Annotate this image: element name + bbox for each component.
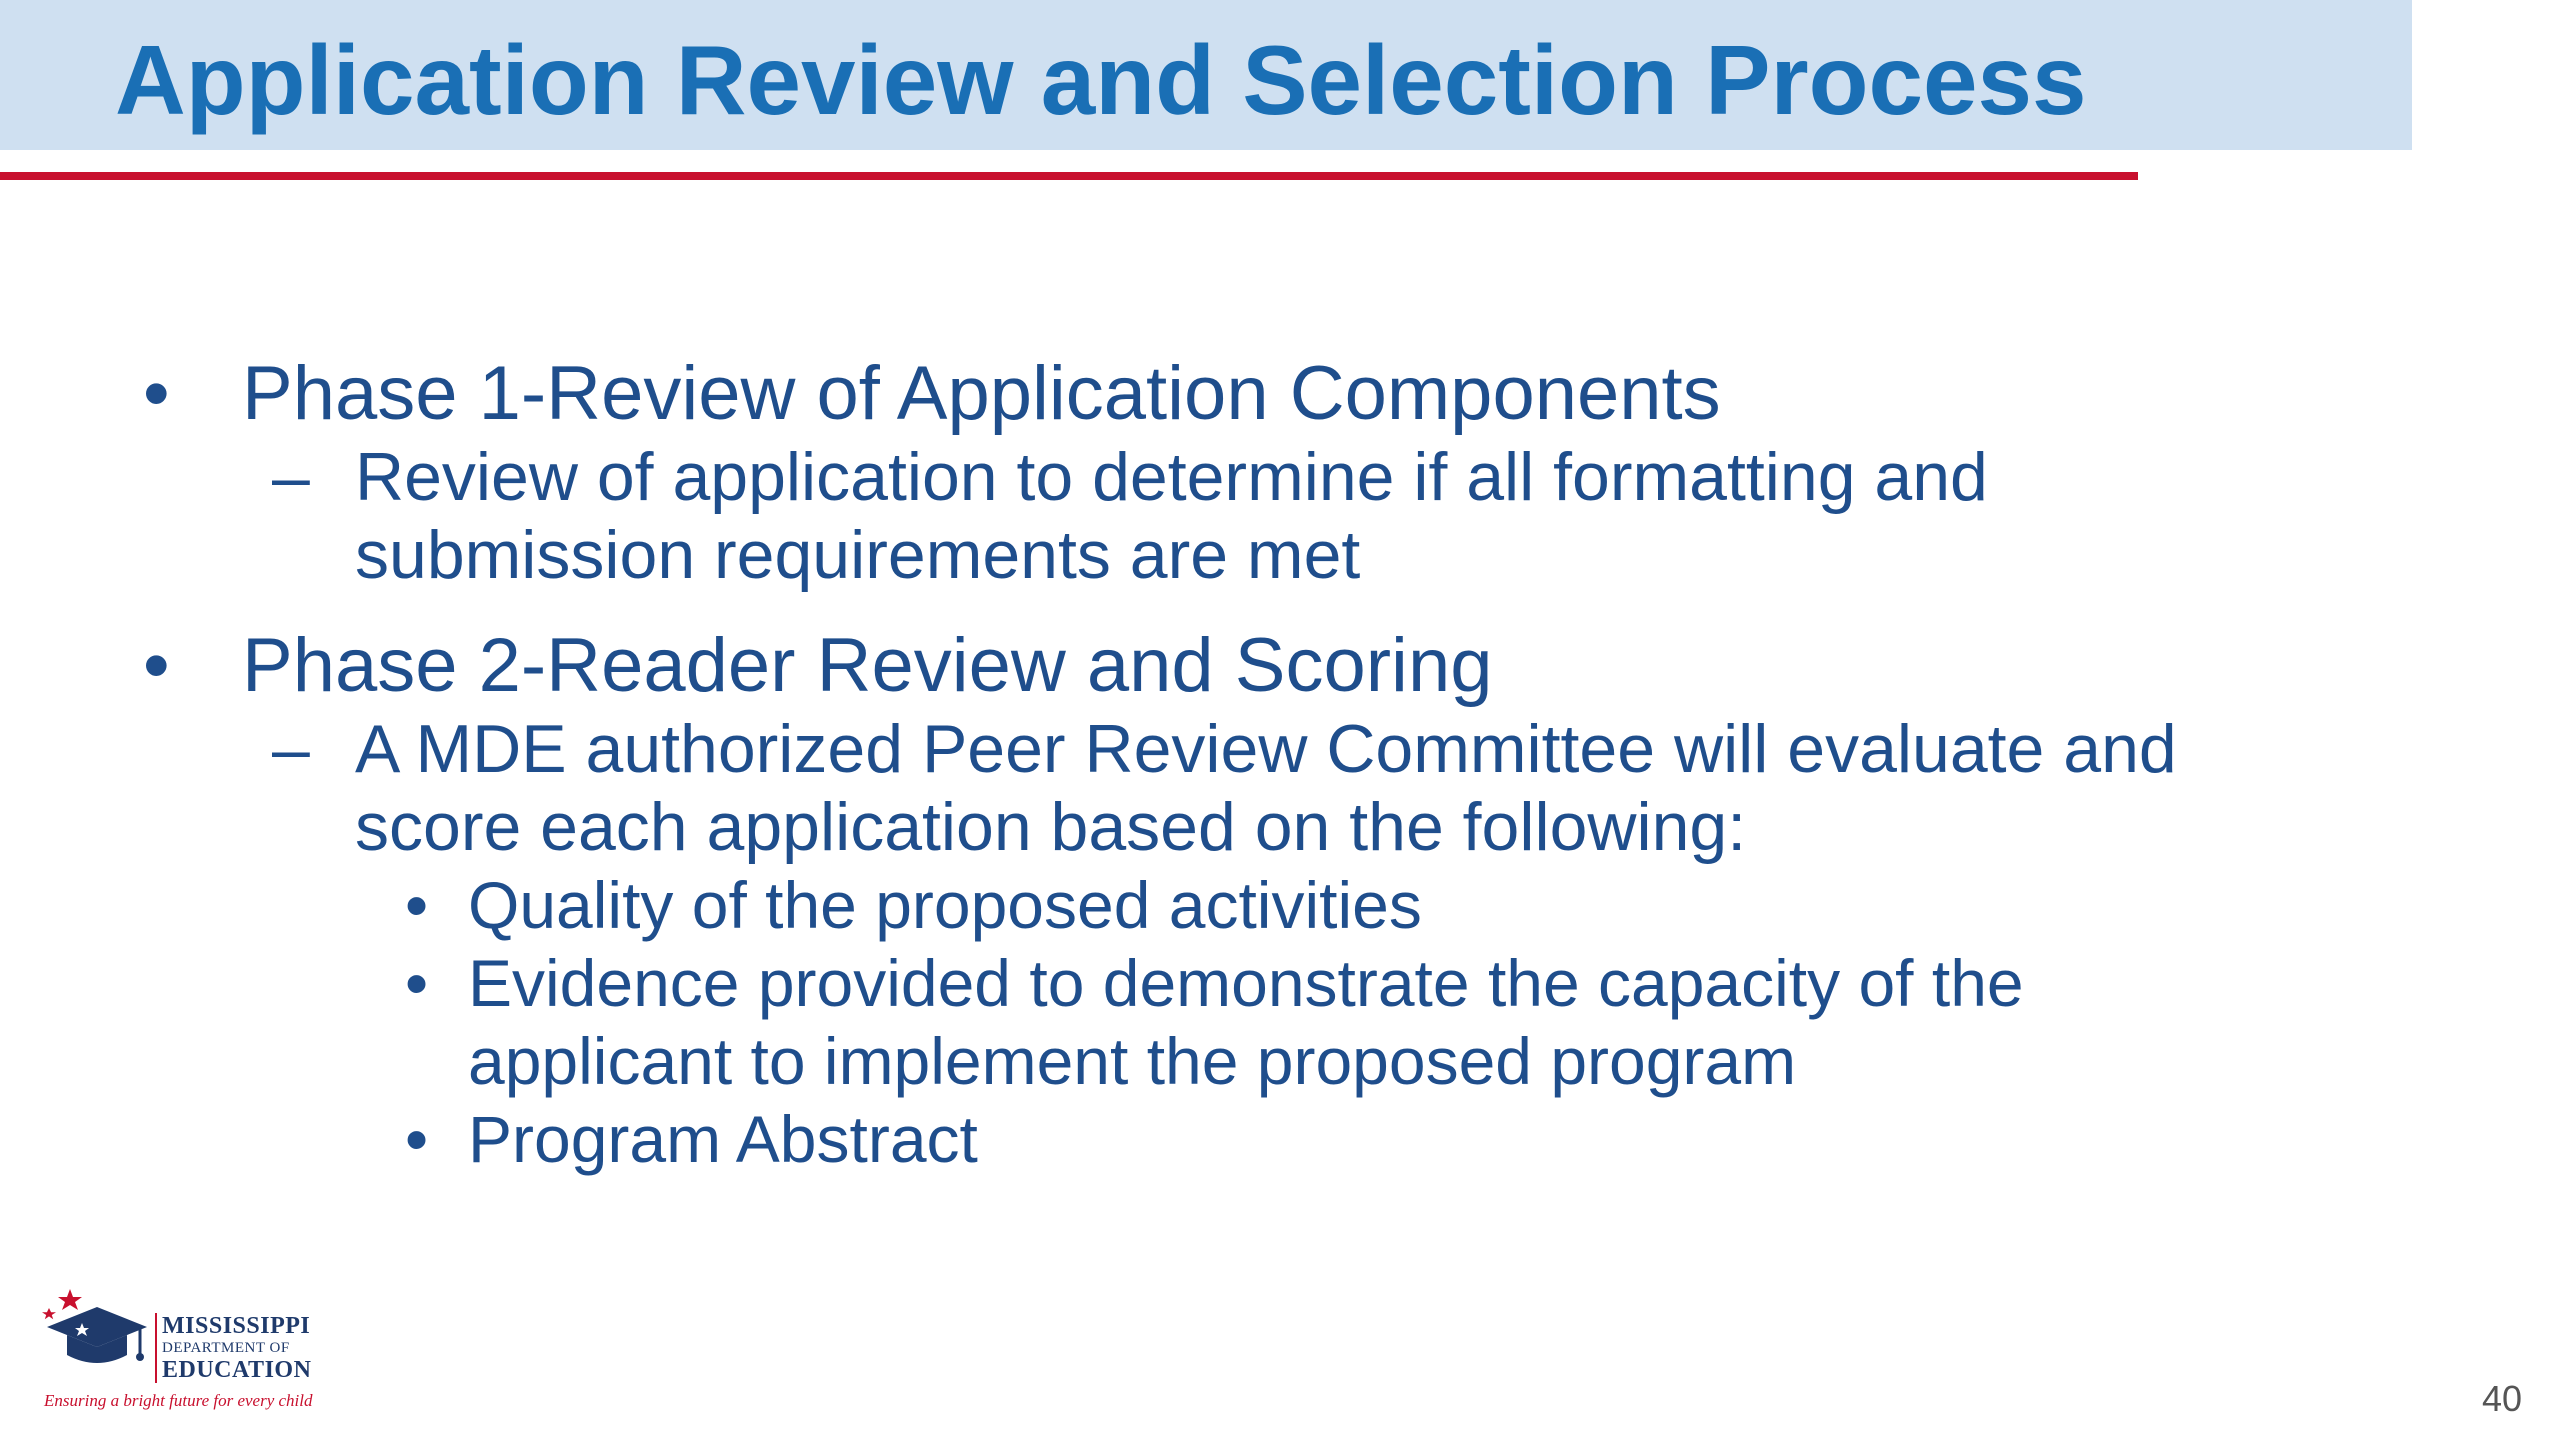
mde-logo [42, 1285, 322, 1415]
logo-line-state: MISSISSIPPI [162, 1313, 311, 1339]
graduation-cap-icon [42, 1285, 152, 1385]
logo-wordmark [162, 1313, 311, 1383]
bullet-marker: • [143, 623, 170, 708]
criteria-item-quality: Quality of the proposed activities [468, 868, 1422, 942]
sub-bullet-phase-2-line-1: A MDE authorized Peer Review Committee will evaluate and [355, 711, 2177, 787]
logo-line-department: DEPARTMENT OF [162, 1340, 290, 1356]
sub-bullet-marker: – [272, 439, 310, 515]
logo-tagline: Ensuring a bright future for every child [44, 1391, 313, 1410]
criteria-item-abstract: Program Abstract [468, 1102, 978, 1176]
bullet-phase-1: Phase 1-Review of Application Components [242, 351, 1721, 436]
bullet-phase-2: Phase 2-Reader Review and Scoring [242, 623, 1493, 708]
sub-bullet-phase-2-line-2: score each application based on the following: [355, 789, 1747, 865]
criteria-item-evidence-line-1: Evidence provided to demonstrate the capacity of the [468, 946, 2024, 1020]
logo-line-education: EDUCATION [162, 1357, 312, 1383]
sub-bullet-phase-1-line-1: Review of application to determine if all formatting and [355, 439, 1988, 515]
slide-title: Application Review and Selection Process [115, 25, 2087, 135]
bullet-marker: • [143, 351, 170, 436]
sub-bullet-marker: – [272, 711, 310, 787]
logo-divider [155, 1313, 157, 1383]
sub-sub-bullet-marker: • [405, 1102, 429, 1176]
sub-sub-bullet-marker: • [405, 946, 429, 1020]
title-underline-rule [0, 172, 2138, 180]
page-number: 40 [2481, 1378, 2522, 1419]
criteria-item-evidence-line-2: applicant to implement the proposed program [468, 1024, 1797, 1098]
sub-sub-bullet-marker: • [405, 868, 429, 942]
sub-bullet-phase-1-line-2: submission requirements are met [355, 517, 1361, 593]
